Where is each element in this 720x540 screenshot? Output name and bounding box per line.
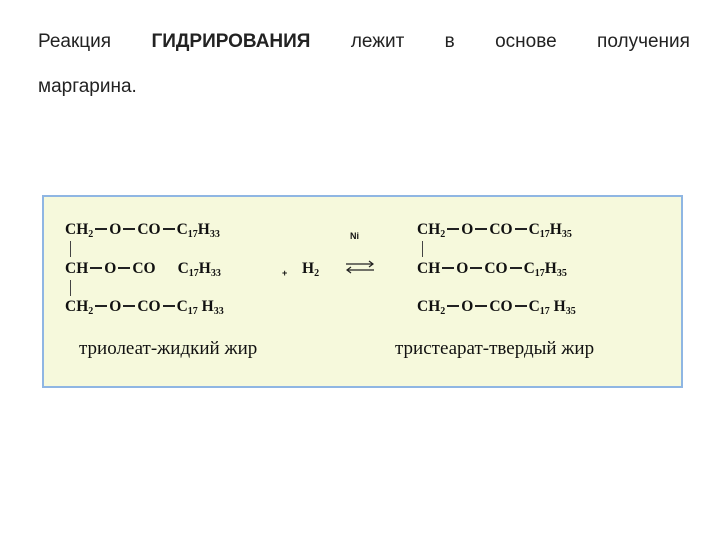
left-row-3: $CH_2$ O CO $C_{17}$ $H_{33}$ [65, 298, 224, 317]
right-row-3: $CH_2$ O CO $C_{17}$ $H_{35}$ [417, 298, 576, 317]
left-row-1: $CH_2$ O CO $C_{17}H_{33}$ [65, 221, 220, 240]
heading-word: получения [597, 31, 690, 52]
hydrogen-reagent: $H_2$ [302, 260, 320, 279]
caption-right: тристеарат-твердый жир [395, 338, 595, 359]
equilibrium-arrows-icon [344, 259, 376, 275]
heading-word: лежит [350, 31, 405, 52]
reaction-box [42, 195, 683, 388]
heading-line-1 [38, 28, 690, 56]
vertical-bond [70, 280, 71, 296]
right-row-2: CH O CO $C_{17}H_{35}$ [417, 260, 567, 279]
plus-sign: + [282, 268, 288, 278]
heading-word: Реакция [38, 31, 112, 52]
heading-word: в [444, 31, 455, 52]
vertical-bond [70, 241, 71, 257]
left-row-2: CH O CO $C_{17}H_{33}$ [65, 260, 221, 279]
right-row-1: $CH_2$ O CO $C_{17}H_{35}$ [417, 221, 572, 240]
heading-line-2: маргарина. [38, 76, 137, 97]
heading-text [38, 28, 690, 101]
heading-word: основе [495, 31, 557, 52]
vertical-bond [422, 241, 423, 257]
caption-left: триолеат-жидкий жир [79, 338, 258, 359]
heading-keyword: ГИДРИРОВАНИЯ [151, 31, 311, 52]
catalyst-label: Ni [350, 231, 359, 241]
